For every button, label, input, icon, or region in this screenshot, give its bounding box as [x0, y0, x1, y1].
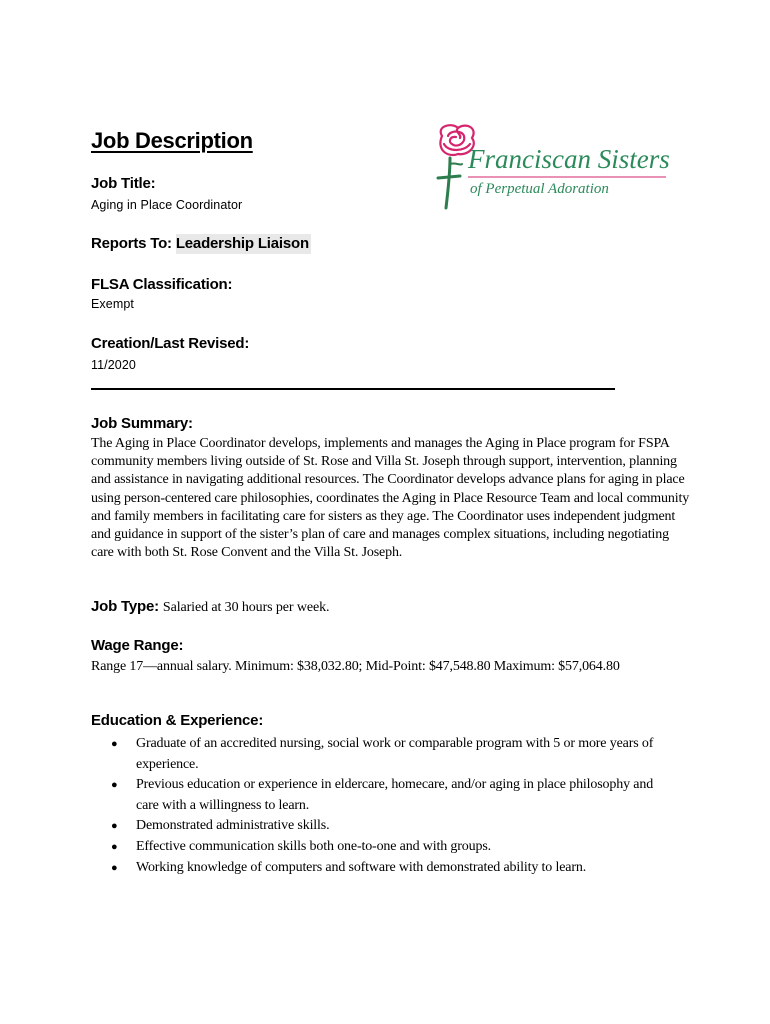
- list-item-text: Working knowledge of computers and software with demonstrated ability to learn.: [136, 859, 587, 875]
- list-item-text: Previous education or experience in eldercare, homecare, and/or aging in place philosophy and care with a willingness to learn.: [136, 777, 654, 813]
- cross-stem-icon: [438, 158, 462, 208]
- franciscan-sisters-logo: [428, 120, 678, 215]
- job-type-value: Salaried at 30 hours per week.: [162, 600, 330, 615]
- wage-range-label: Wage Range:: [91, 637, 184, 654]
- list-item: [111, 837, 671, 858]
- job-title-value: Aging in Place Coordinator: [91, 198, 243, 212]
- reports-to-value: Leadership Liaison: [175, 235, 309, 252]
- flsa-value: Exempt: [91, 297, 134, 311]
- logo-name-line1: Franciscan Sisters: [468, 144, 670, 174]
- wage-range-text: Range 17—annual salary. Minimum: $38,032.80; Mid-Point: $47,548.80 Maximum: $57,064.80: [91, 659, 620, 674]
- flsa-label: FLSA Classification:: [91, 276, 233, 293]
- reports-to-heading: [91, 235, 311, 252]
- job-summary-text: The Aging in Place Coordinator develops, implements and manages the Aging in Place program for FSPA community members living outside of St. Rose and Villa St. Joseph through support, intervention, planning and assistance in navigating additional resources. The Coordinator develops advance plans for aging in place using person-centered care philosophies, coordinates the Aging in Place Resource Team and local community and family members in facilitating care for sisters as they age. The Coordinator uses independent judgment and guidance in support of the sister’s plan of care and manages complex situations, including negotiating care with both St. Rose Convent and the Villa St. Joseph.: [91, 436, 690, 561]
- education-list: [111, 734, 671, 878]
- logo-name-line2: of Perpetual Adoration: [470, 181, 609, 197]
- reports-to-label: Reports To:: [91, 235, 172, 252]
- education-label: Education & Experience:: [91, 712, 264, 729]
- bullet-icon: ●: [111, 820, 118, 833]
- bullet-icon: ●: [111, 738, 118, 750]
- section-divider: [91, 388, 615, 390]
- list-item-text: Effective communication skills both one-to-one and with groups.: [136, 838, 491, 854]
- bullet-icon: ●: [111, 779, 118, 792]
- revised-value: 11/2020: [91, 358, 136, 372]
- job-summary-label: Job Summary:: [91, 415, 193, 432]
- bullet-icon: ●: [111, 861, 118, 874]
- list-item-text: Demonstrated administrative skills.: [136, 818, 330, 834]
- list-item: [111, 775, 671, 816]
- list-item: [111, 734, 671, 775]
- page-title: Job Description: [91, 128, 253, 153]
- job-type-heading: [91, 598, 329, 616]
- revised-label: Creation/Last Revised:: [91, 335, 250, 352]
- list-item: [111, 858, 671, 879]
- list-item: [111, 816, 671, 837]
- job-type-label: Job Type:: [91, 598, 159, 615]
- job-title-label: Job Title:: [91, 175, 156, 192]
- list-item-text: Graduate of an accredited nursing, social work or comparable program with 5 or more years of experience.: [136, 736, 654, 772]
- bullet-icon: ●: [111, 840, 118, 853]
